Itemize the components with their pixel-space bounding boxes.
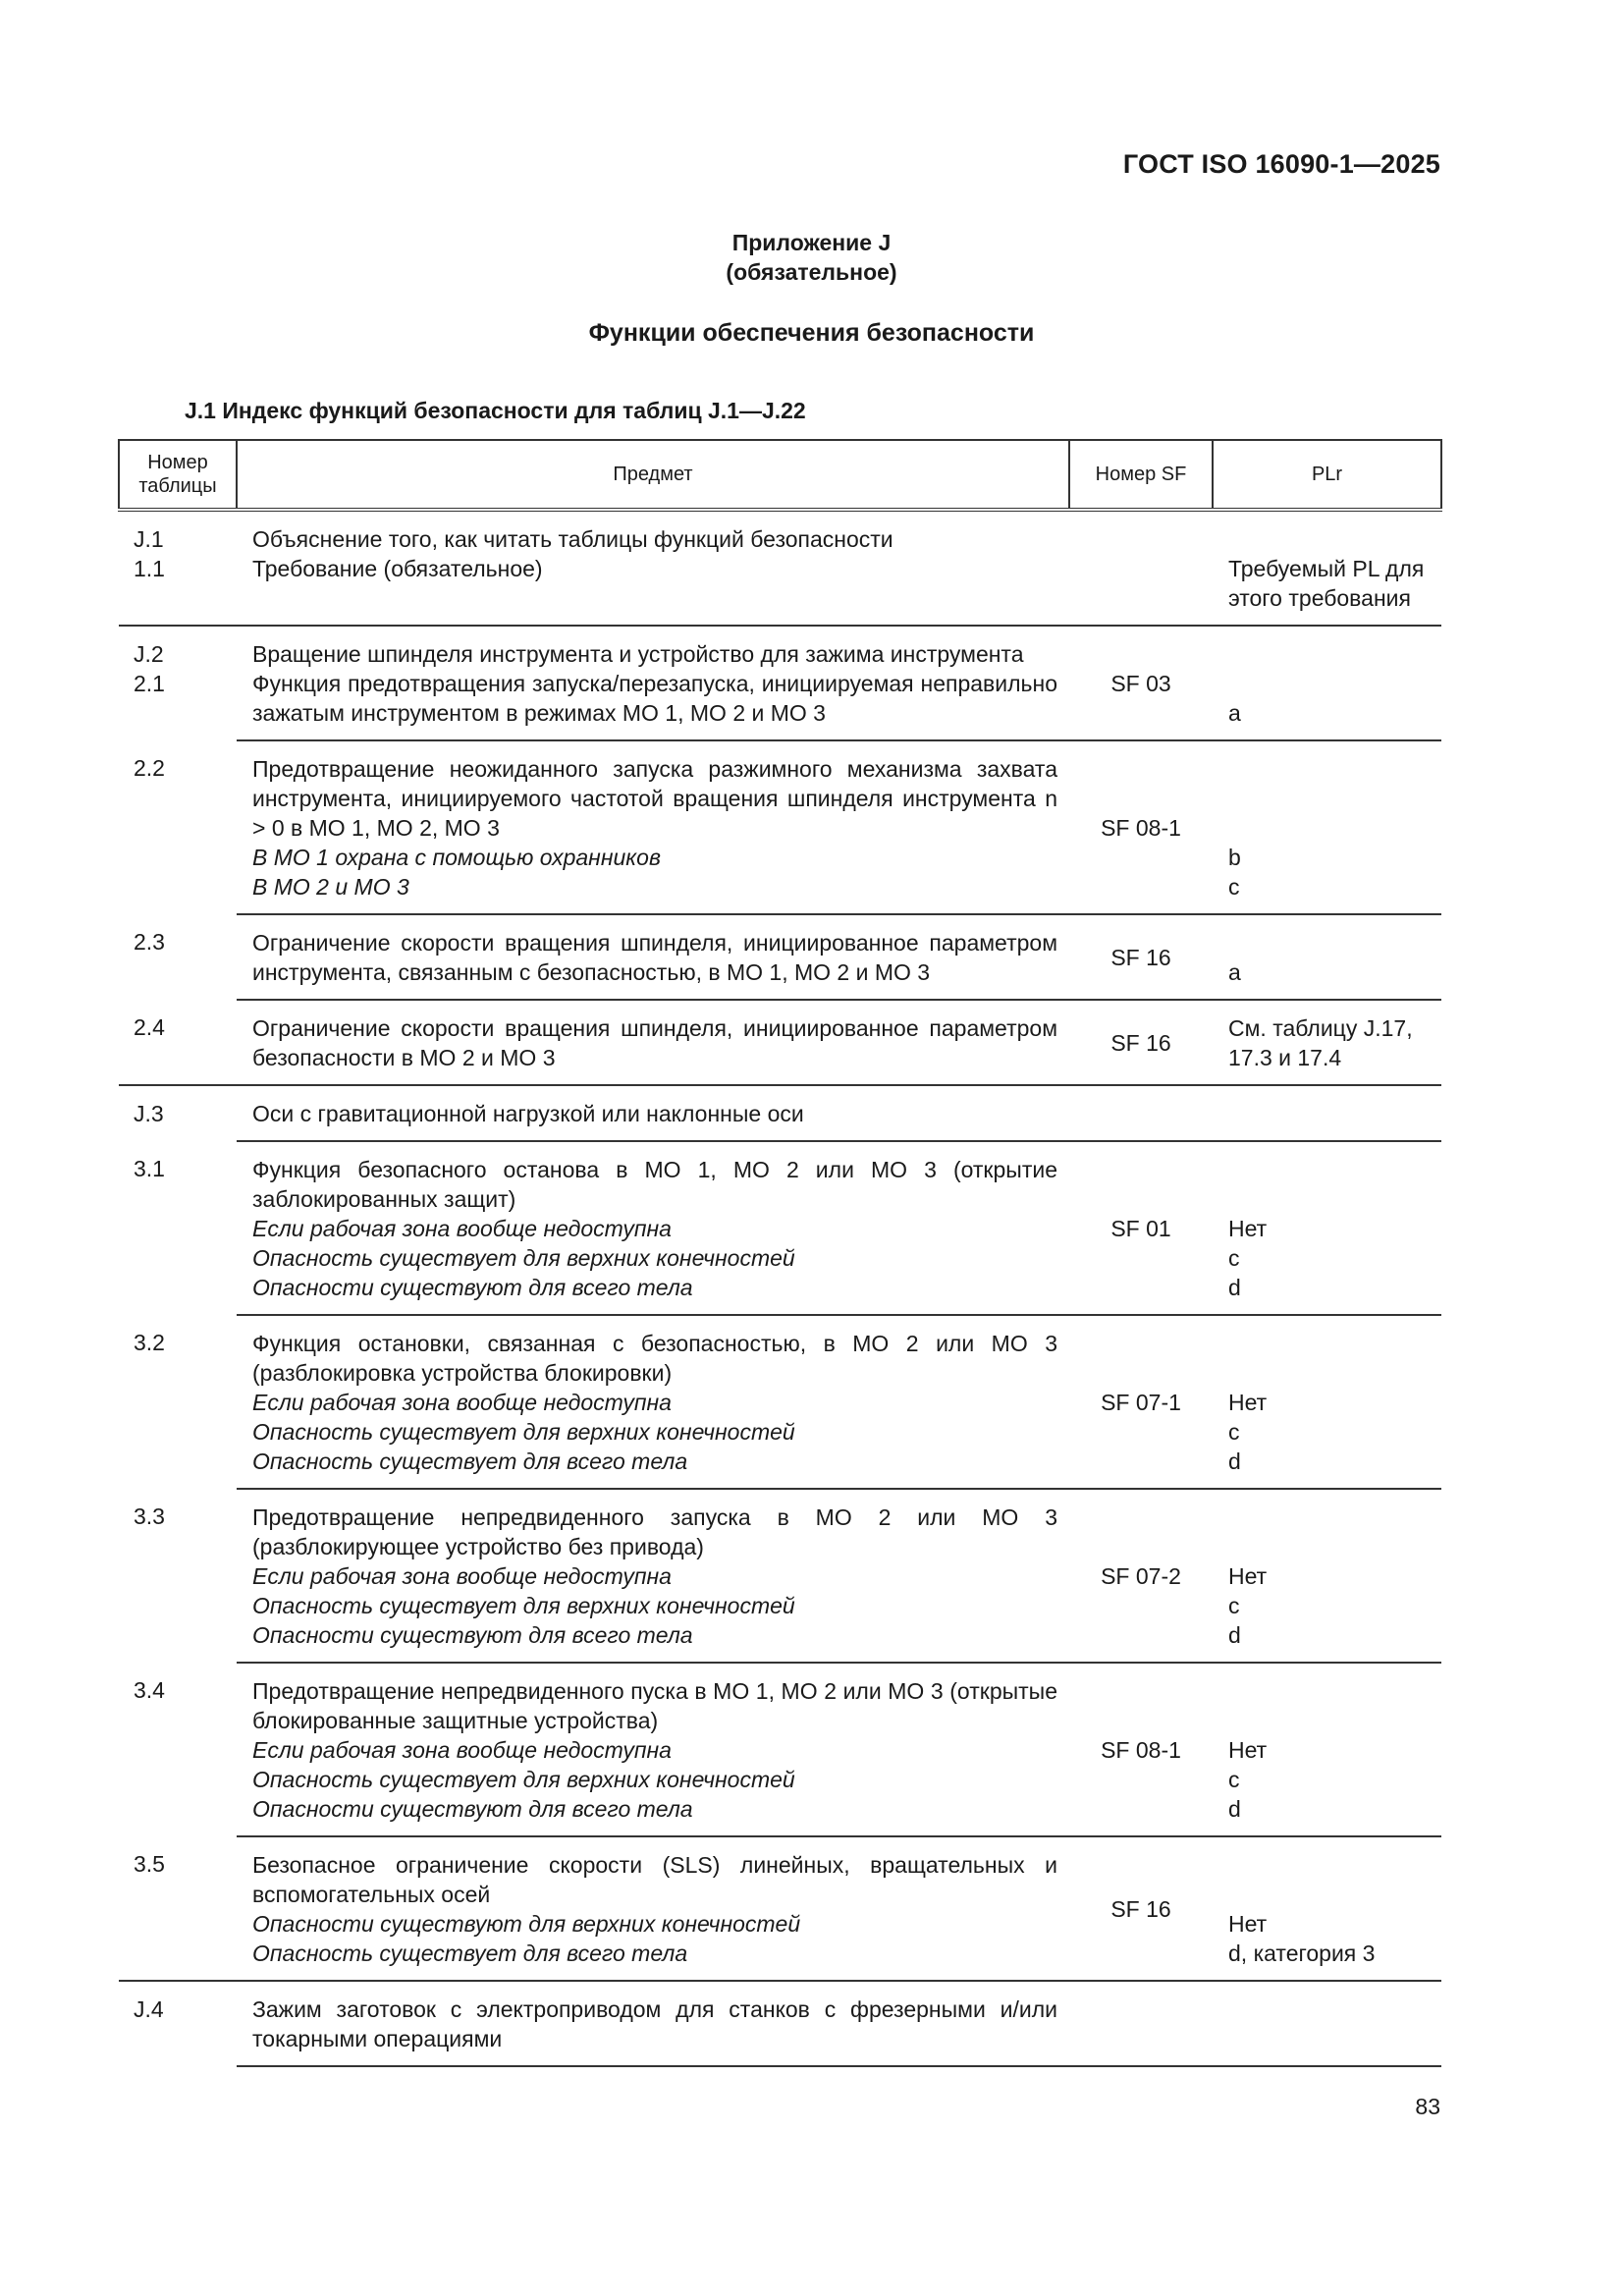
plr-value: Нет: [1228, 1216, 1268, 1241]
subject-text: Оси с гравитационной нагрузкой или наклонные оси: [252, 1101, 804, 1126]
plr-value: Нет: [1228, 1737, 1268, 1763]
plr-value: d: [1228, 1622, 1241, 1648]
cell-plr: [1213, 1981, 1441, 2066]
plr-value: Нет: [1228, 1390, 1268, 1415]
subject-text: Функция безопасного останова в MO 1, MO 2 или MO 3 (открытие заблокированных защит): [252, 1157, 1057, 1212]
table-number-line: 2.1: [134, 671, 165, 696]
cell-table-number: [119, 740, 237, 914]
plr-value: d: [1228, 1796, 1241, 1822]
subject-condition-text: Если рабочая зона вообще недоступна: [252, 1563, 672, 1589]
table-number-line: J.3: [134, 1101, 164, 1126]
cell-sf-number: [1069, 1981, 1213, 2066]
document-code: ГОСТ ISO 16090-1—2025: [1122, 149, 1440, 179]
table-row: [119, 1000, 1441, 1085]
cell-subject: [237, 626, 1069, 740]
cell-table-number: [119, 1663, 237, 1836]
plr-value: a: [1228, 959, 1241, 985]
plr-value: c: [1228, 1245, 1240, 1271]
cell-plr: [1213, 510, 1441, 626]
subject-text: Безопасное ограничение скорости (SLS) линейных, вращательных и вспомогательных осей: [252, 1852, 1057, 1907]
cell-sf-number: [1069, 510, 1213, 626]
cell-sf-number: SF 03: [1069, 626, 1213, 740]
cell-plr: [1213, 740, 1441, 914]
cell-subject: [237, 1663, 1069, 1836]
cell-subject: [237, 1000, 1069, 1085]
plr-value: c: [1228, 1419, 1240, 1445]
annex-label: Приложение J: [731, 230, 892, 255]
cell-subject: [237, 1141, 1069, 1315]
subject-condition-text: Опасности существуют для всего тела: [252, 1275, 693, 1300]
cell-sf-number: SF 08-1: [1069, 1663, 1213, 1836]
subject-text: Функция предотвращения запуска/перезапуска, инициируемая неправильно зажатым инструментом в режимах MO 1, MO 2 и MO 3: [252, 671, 1057, 726]
plr-value: d: [1228, 1275, 1241, 1300]
subject-condition-text: В MO 1 охрана с помощью охранников: [252, 845, 661, 870]
plr-value: d: [1228, 1449, 1241, 1474]
cell-sf-number: SF 07-2: [1069, 1489, 1213, 1663]
safety-function-index-table: [118, 439, 1442, 2067]
table-number-line: 2.4: [134, 1014, 165, 1040]
table-row: [119, 1141, 1441, 1315]
cell-table-number: [119, 1981, 237, 2066]
plr-value: Требуемый PL для этого требования: [1228, 556, 1425, 611]
table-row: [119, 740, 1441, 914]
cell-sf-number: SF 16: [1069, 914, 1213, 1000]
subject-condition-text: Опасность существует для всего тела: [252, 1449, 688, 1474]
subject-text: Зажим заготовок с электроприводом для станков с фрезерными и/или токарными операциями: [252, 1996, 1057, 2051]
subject-condition-text: Если рабочая зона вообще недоступна: [252, 1216, 672, 1241]
cell-table-number: [119, 1315, 237, 1489]
cell-table-number: [119, 510, 237, 626]
header-sf-number: Номер SF: [1069, 440, 1213, 510]
subject-text: Предотвращение непредвиденного запуска в MO 2 или MO 3 (разблокирующее устройство без привода): [252, 1504, 1057, 1559]
table-row: [119, 1663, 1441, 1836]
cell-plr: [1213, 1489, 1441, 1663]
subject-text: Ограничение скорости вращения шпинделя, инициированное параметром инструмента, связанным с безопасностью, в MO 1, MO 2 и MO 3: [252, 930, 1057, 985]
table-number-line: 3.4: [134, 1677, 165, 1703]
subject-condition-text: Опасность существует для верхних конечностей: [252, 1593, 795, 1618]
annex-heading: [0, 228, 1623, 287]
plr-value: c: [1228, 1767, 1240, 1792]
cell-subject: [237, 510, 1069, 626]
cell-plr: [1213, 626, 1441, 740]
cell-sf-number: [1069, 1085, 1213, 1141]
subject-condition-text: Если рабочая зона вообще недоступна: [252, 1390, 672, 1415]
table-row: [119, 1085, 1441, 1141]
cell-table-number: [119, 1000, 237, 1085]
cell-subject: [237, 914, 1069, 1000]
table-number-line: 3.2: [134, 1330, 165, 1355]
table-number-line: 3.3: [134, 1503, 165, 1529]
plr-value: a: [1228, 700, 1241, 726]
subject-text: Функция остановки, связанная с безопасностью, в MO 2 или MO 3 (разблокировка устройства блокировки): [252, 1331, 1057, 1386]
cell-plr: [1213, 1663, 1441, 1836]
header-plr: PLr: [1213, 440, 1441, 510]
cell-sf-number: SF 01: [1069, 1141, 1213, 1315]
table-row: [119, 1981, 1441, 2066]
subject-condition-text: Опасность существует для верхних конечностей: [252, 1767, 795, 1792]
annex-title: Функции обеспечения безопасности: [588, 319, 1035, 347]
cell-sf-number: SF 07-1: [1069, 1315, 1213, 1489]
plr-value: d, категория 3: [1228, 1941, 1376, 1966]
subject-condition-text: Опасности существуют для верхних конечностей: [252, 1911, 801, 1937]
header-table-number: Номер таблицы: [119, 440, 237, 510]
page-number: 83: [1415, 2094, 1440, 2119]
cell-plr: [1213, 1315, 1441, 1489]
cell-table-number: [119, 914, 237, 1000]
cell-subject: [237, 740, 1069, 914]
plr-value: Нет: [1228, 1563, 1268, 1589]
table-header-row: [119, 440, 1441, 510]
cell-table-number: [119, 1489, 237, 1663]
subject-condition-text: Опасность существует для верхних конечностей: [252, 1419, 795, 1445]
cell-table-number: [119, 1085, 237, 1141]
annex-status: (обязательное): [726, 259, 897, 285]
plr-value: c: [1228, 1593, 1240, 1618]
cell-subject: [237, 1836, 1069, 1981]
subject-condition-text: Опасности существуют для всего тела: [252, 1796, 693, 1822]
subject-text: Ограничение скорости вращения шпинделя, инициированное параметром безопасности в MO 2 и MO 3: [252, 1015, 1057, 1070]
cell-subject: [237, 1315, 1069, 1489]
plr-value: См. таблицу J.17, 17.3 и 17.4: [1228, 1015, 1413, 1070]
subject-condition-text: Если рабочая зона вообще недоступна: [252, 1737, 672, 1763]
table-number-line: J.1: [134, 526, 164, 552]
subject-text: Требование (обязательное): [252, 556, 543, 581]
subject-condition-text: Опасность существует для верхних конечностей: [252, 1245, 795, 1271]
subject-condition-text: В MO 2 и MO 3: [252, 874, 409, 900]
table-number-line: 3.1: [134, 1156, 165, 1181]
table-row: [119, 1489, 1441, 1663]
cell-table-number: [119, 1836, 237, 1981]
cell-table-number: [119, 626, 237, 740]
plr-value: Нет: [1228, 1911, 1268, 1937]
cell-plr: [1213, 1000, 1441, 1085]
cell-sf-number: SF 16: [1069, 1000, 1213, 1085]
table-row: [119, 510, 1441, 626]
cell-plr: [1213, 1141, 1441, 1315]
plr-value: c: [1228, 874, 1240, 900]
table-number-line: 1.1: [134, 556, 165, 581]
cell-plr: [1213, 914, 1441, 1000]
table-number-line: 3.5: [134, 1851, 165, 1877]
table-number-line: J.4: [134, 1996, 164, 2022]
table-row: [119, 1836, 1441, 1981]
subject-condition-text: Опасности существуют для всего тела: [252, 1622, 693, 1648]
table-number-line: J.2: [134, 641, 164, 667]
cell-plr: [1213, 1836, 1441, 1981]
subject-condition-text: Опасность существует для всего тела: [252, 1941, 688, 1966]
subject-text: Объяснение того, как читать таблицы функций безопасности: [252, 526, 893, 552]
header-subject: Предмет: [237, 440, 1069, 510]
cell-sf-number: SF 16: [1069, 1836, 1213, 1981]
cell-sf-number: SF 08-1: [1069, 740, 1213, 914]
table-number-line: 2.3: [134, 929, 165, 955]
table-row: [119, 626, 1441, 740]
cell-table-number: [119, 1141, 237, 1315]
table-body: [119, 510, 1441, 2066]
section-title: J.1 Индекс функций безопасности для таблиц J.1—J.22: [185, 398, 806, 423]
table-number-line: 2.2: [134, 755, 165, 781]
subject-text: Вращение шпинделя инструмента и устройство для зажима инструмента: [252, 641, 1024, 667]
plr-value: b: [1228, 845, 1241, 870]
plr-value: [1228, 524, 1428, 554]
table-row: [119, 1315, 1441, 1489]
cell-subject: [237, 1981, 1069, 2066]
subject-text: Предотвращение неожиданного запуска разжимного механизма захвата инструмента, инициируемого частотой вращения шпинделя инструмента n > 0 в MO 1, MO 2, MO 3: [252, 756, 1057, 841]
table-row: [119, 914, 1441, 1000]
subject-text: Предотвращение непредвиденного пуска в MO 1, MO 2 или MO 3 (открытые блокированные защитные устройства): [252, 1678, 1057, 1733]
cell-subject: [237, 1085, 1069, 1141]
cell-subject: [237, 1489, 1069, 1663]
cell-plr: [1213, 1085, 1441, 1141]
